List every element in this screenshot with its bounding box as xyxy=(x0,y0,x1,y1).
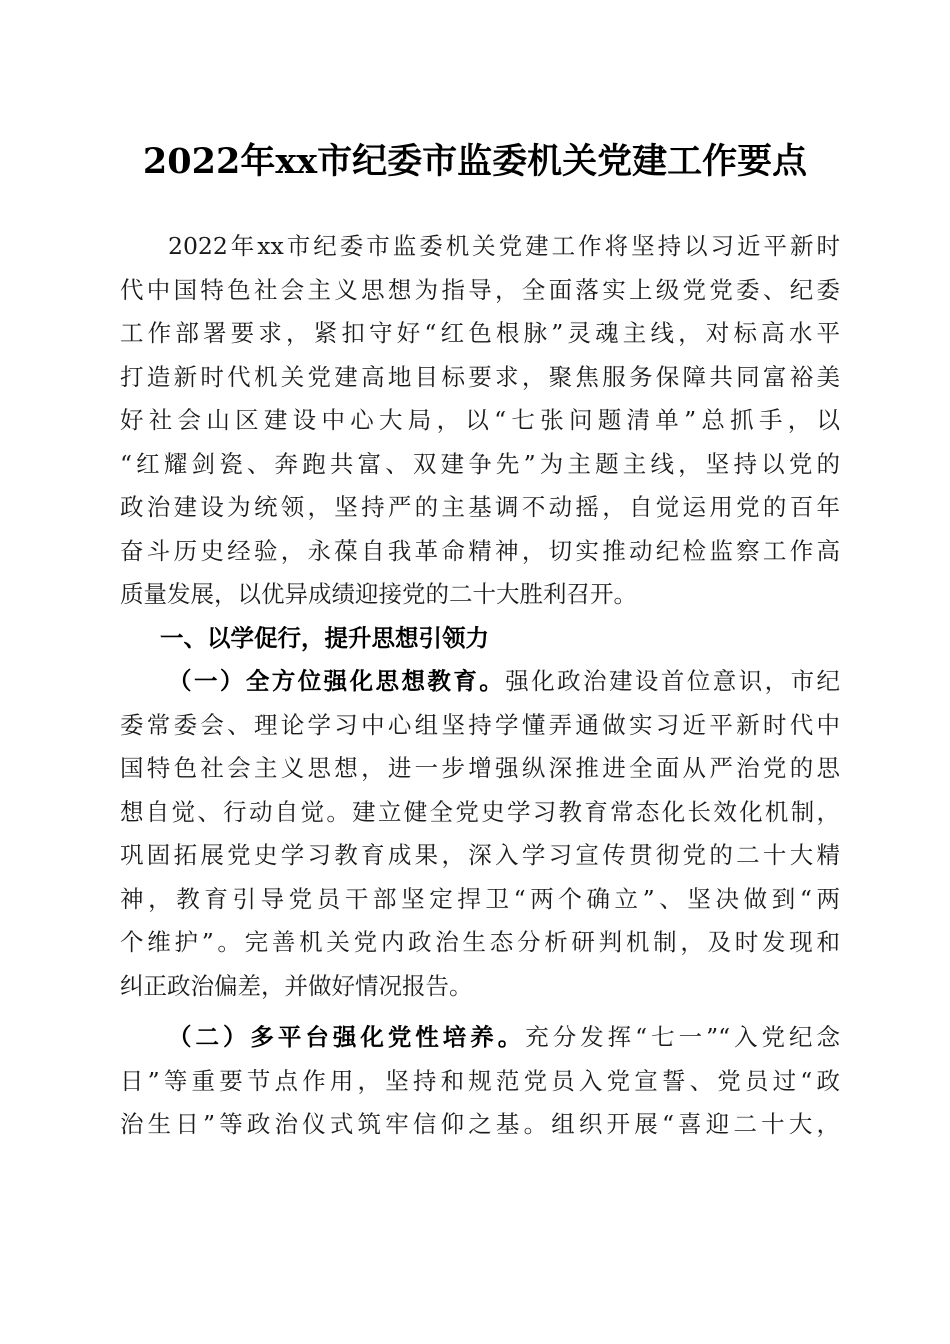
intro-line: 打造新时代机关党建高地目标要求，聚焦服务保障共同富裕美 xyxy=(120,362,840,391)
item1-heading: （一）全方位强化思想教育。 xyxy=(168,667,506,695)
item1-first-line xyxy=(120,660,840,704)
item2-first-line-text: 充分发挥“七一”“入党纪念 xyxy=(525,1023,841,1051)
item1-line: 想自觉、行动自觉。建立健全党史学习教育常态化长效化机制， xyxy=(120,797,840,826)
intro-line: 奋斗历史经验，永葆自我革命精神，切实推动纪检监察工作高 xyxy=(120,536,840,565)
document-body xyxy=(120,225,840,1147)
document-title: 2022年xx市纪委市监委机关党建工作要点 xyxy=(142,141,808,182)
item2-heading: （二）多平台强化党性培养。 xyxy=(168,1023,526,1051)
item1-line: 神，教育引导党员干部坚定捍卫“两个确立”、坚决做到“两 xyxy=(120,884,840,913)
item1-line: 个维护”。完善机关党内政治生态分析研判机制，及时发现和 xyxy=(120,928,840,956)
intro-line: 好社会山区建设中心大局，以“七张问题清单”总抓手，以 xyxy=(120,406,840,434)
item1-line: 国特色社会主义思想，进一步增强纵深推进全面从严治党的思 xyxy=(120,754,840,782)
paragraph-spacer xyxy=(120,1008,840,1016)
item2-line: 治生日”等政治仪式筑牢信仰之基。组织开展“喜迎二十大， xyxy=(120,1110,840,1138)
intro-line: 代中国特色社会主义思想为指导，全面落实上级党党委、纪委 xyxy=(120,275,840,304)
section-heading: 一、以学促行，提升思想引领力 xyxy=(160,623,489,652)
intro-line: 质量发展，以优异成绩迎接党的二十大胜利召开。 xyxy=(120,580,637,608)
item2-line: 日”等重要节点作用，坚持和规范党员入党宣誓、党员过“政 xyxy=(120,1066,840,1095)
item1-first-line-text: 强化政治建设首位意识，市纪 xyxy=(505,667,841,695)
intro-line: “红耀剑瓷、奔跑共富、双建争先”为主题主线，坚持以党的 xyxy=(120,449,840,478)
item2-first-line xyxy=(120,1016,840,1060)
intro-line: 政治建设为统领，坚持严的主基调不动摇，自觉运用党的百年 xyxy=(120,493,840,521)
item1-line: 巩固拓展党史学习教育成果，深入学习宣传贯彻党的二十大精 xyxy=(120,841,840,869)
item1-line: 纠正政治偏差，并做好情况报告。 xyxy=(120,971,473,1000)
intro-line: 工作部署要求，紧扣守好“红色根脉”灵魂主线，对标高水平 xyxy=(120,319,840,347)
intro-line: 2022年xx市纪委市监委机关党建工作将坚持以习近平新时 xyxy=(168,232,840,260)
item1-line: 委常委会、理论学习中心组坚持学懂弄通做实习近平新时代中 xyxy=(120,710,840,739)
